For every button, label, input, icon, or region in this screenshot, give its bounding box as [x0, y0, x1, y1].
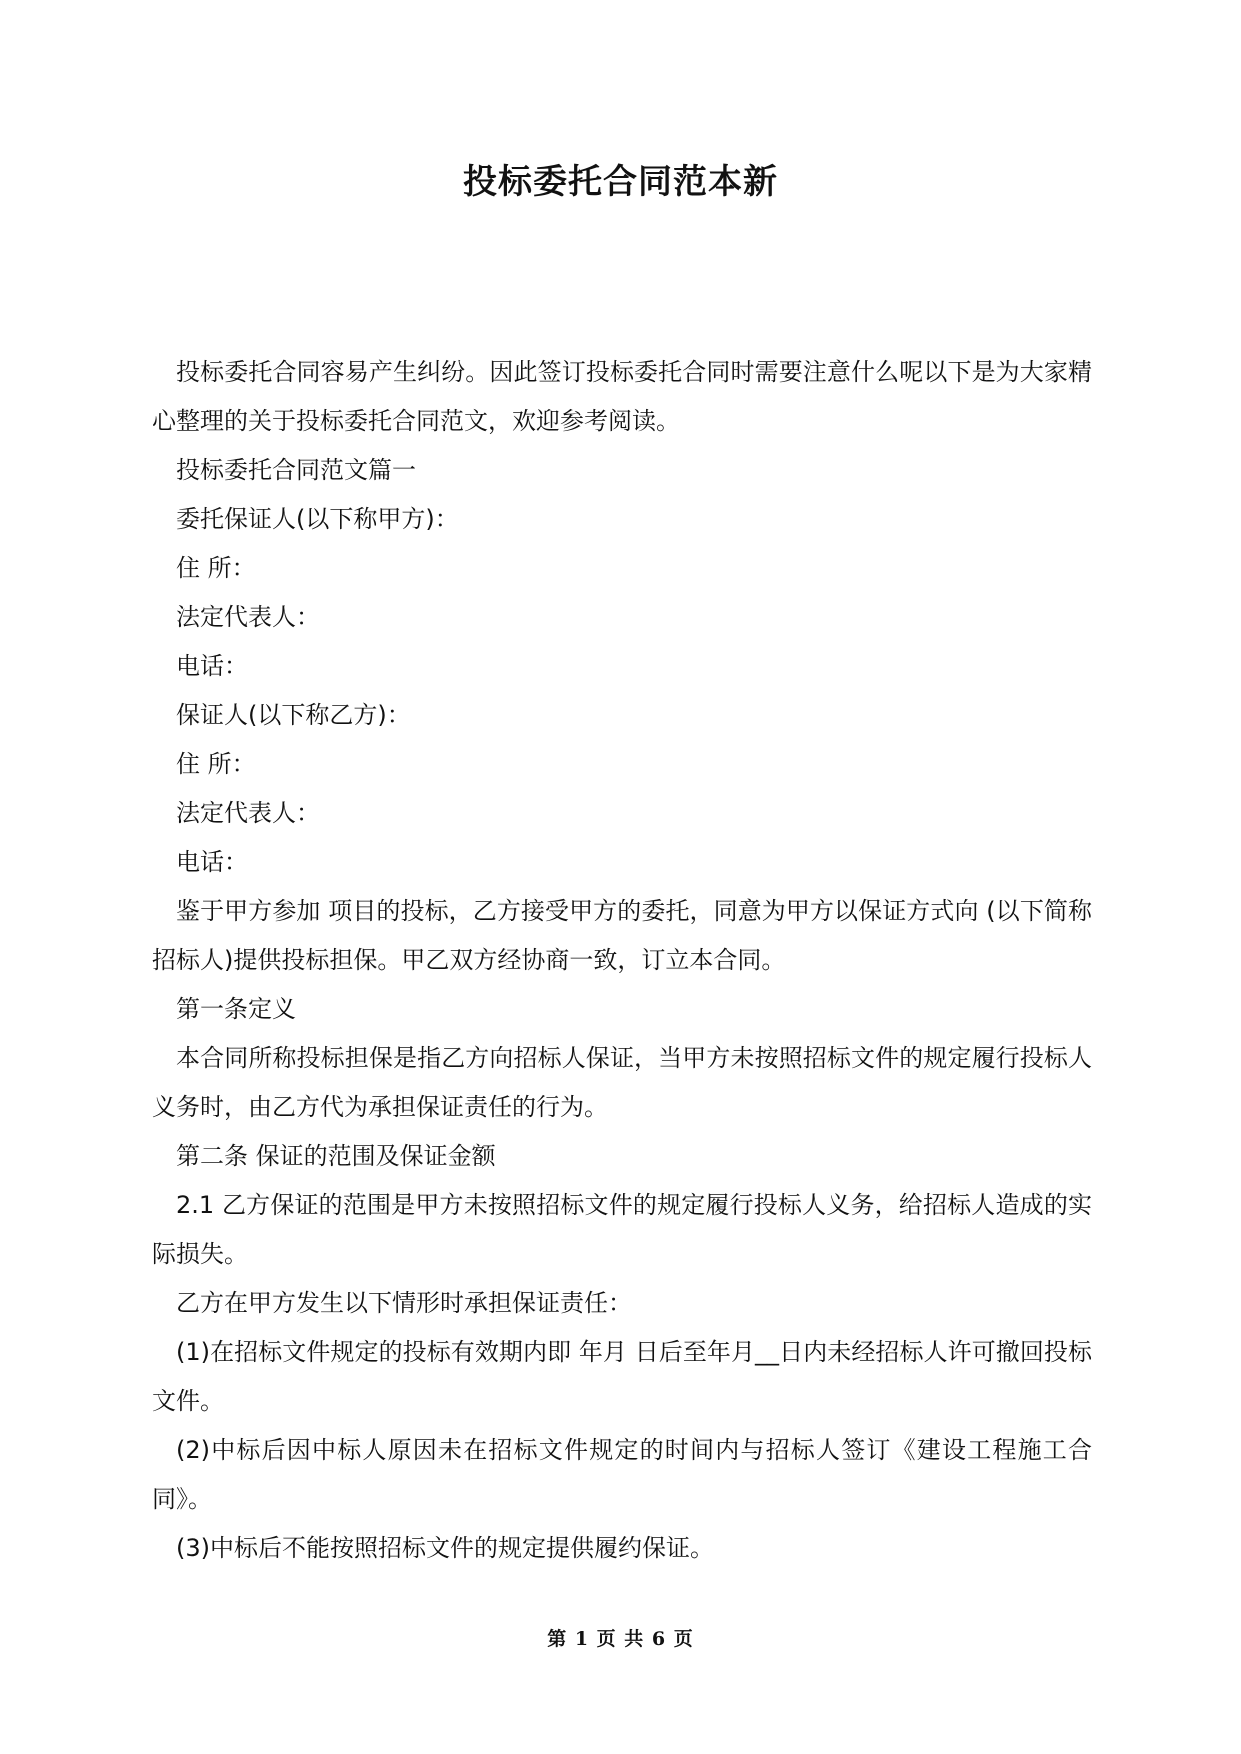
- party-b-address: 住 所：: [176, 750, 256, 778]
- clause-2-1: 2.1 乙方保证的范围是甲方未按照招标文件的规定履行投标人义务，给招标人造成的实际损失。: [152, 1191, 1092, 1268]
- article-1-heading: 第一条定义: [176, 995, 296, 1023]
- party-b-representative: 法定代表人：: [176, 799, 320, 827]
- party-b-phone: 电话：: [176, 848, 248, 876]
- liability-item-3: (3)中标后不能按照招标文件的规定提供履约保证。: [176, 1534, 714, 1562]
- article-2-heading: 第二条 保证的范围及保证金额: [176, 1142, 496, 1170]
- party-a-representative: 法定代表人：: [176, 603, 320, 631]
- liability-intro: 乙方在甲方发生以下情形时承担保证责任：: [176, 1289, 632, 1317]
- party-a-phone: 电话：: [176, 652, 248, 680]
- party-a-address: 住 所：: [176, 554, 256, 582]
- document-title: 投标委托合同范本新: [463, 162, 778, 202]
- section-heading: 投标委托合同范文篇一: [176, 456, 416, 484]
- page-footer: 第 1 页 共 6 页: [547, 1628, 694, 1650]
- party-a-label: 委托保证人(以下称甲方)：: [176, 505, 459, 533]
- preamble-paragraph: 鉴于甲方参加 项目的投标，乙方接受甲方的委托，同意为甲方以保证方式向 (以下简称招标人)提供投标担保。甲乙双方经协商一致，订立本合同。: [152, 897, 1092, 974]
- party-b-label: 保证人(以下称乙方)：: [176, 701, 411, 729]
- liability-item-1: (1)在招标文件规定的投标有效期内即 年月 日后至年月__日内未经招标人许可撤回投标文件。: [152, 1338, 1092, 1415]
- article-1-body: 本合同所称投标担保是指乙方向招标人保证，当甲方未按照招标文件的规定履行投标人义务时，由乙方代为承担保证责任的行为。: [152, 1044, 1092, 1121]
- document-body: [152, 348, 1092, 1573]
- intro-paragraph: 投标委托合同容易产生纠纷。因此签订投标委托合同时需要注意什么呢以下是为大家精心整理的关于投标委托合同范文，欢迎参考阅读。: [152, 358, 1092, 435]
- liability-item-2: (2)中标后因中标人原因未在招标文件规定的时间内与招标人签订《建设工程施工合同》。: [152, 1436, 1092, 1513]
